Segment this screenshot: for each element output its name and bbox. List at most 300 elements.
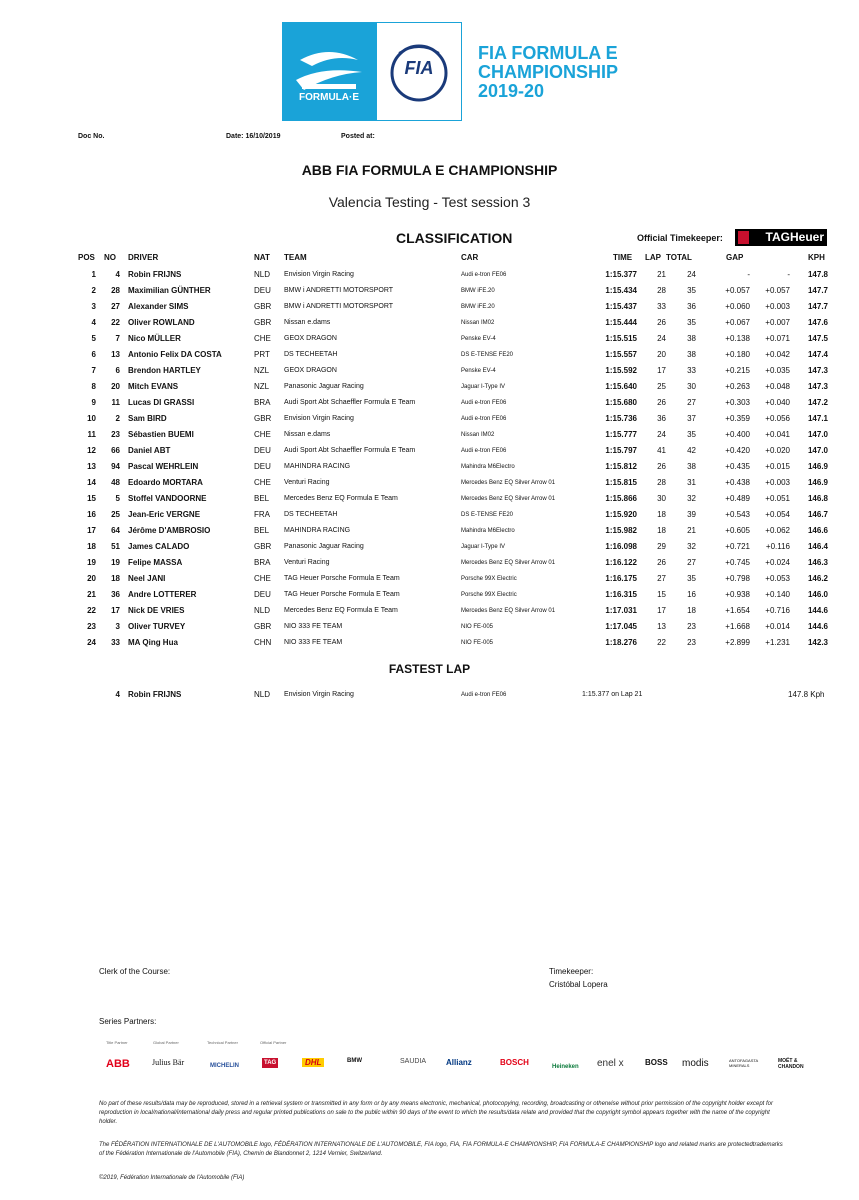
cell-driver: Oliver ROWLAND (128, 318, 195, 327)
cell-driver: Oliver TURVEY (128, 622, 186, 631)
cell-team: GEOX DRAGON (284, 335, 337, 342)
cell-kph: 147.8 (807, 270, 828, 279)
cell-car: Audi e-tron FE06 (461, 272, 507, 278)
cell-lap: 36 (657, 414, 666, 423)
cell-driver: Lucas DI GRASSI (128, 398, 195, 407)
cell-nat: BRA (254, 398, 271, 407)
cell-nat: CHE (254, 478, 271, 487)
cell-nat: CHE (254, 430, 271, 439)
cell-pos: 19 (87, 558, 96, 567)
cell-kph: 144.6 (807, 606, 828, 615)
table-row (0, 604, 859, 620)
cell-kph: 147.7 (807, 286, 828, 295)
col-time: TIME (613, 253, 633, 262)
table-row (0, 572, 859, 588)
cell-pos: 10 (87, 414, 96, 423)
cell-gap: +0.489 (725, 494, 750, 503)
cell-team: BMW i ANDRETTI MOTORSPORT (284, 287, 394, 294)
table-row (0, 476, 859, 492)
cell-gap: +0.057 (725, 286, 750, 295)
table-row (0, 316, 859, 332)
cell-no: 17 (111, 606, 120, 615)
cell-int: +0.003 (765, 478, 790, 487)
saudia-logo: SAUDIA (400, 1058, 427, 1065)
cell-nat: BEL (254, 494, 270, 503)
session-title: Valencia Testing - Test session 3 (328, 194, 531, 210)
cell-no: 20 (111, 382, 120, 391)
cell-pos: 21 (87, 590, 96, 599)
clerk-label: Clerk of the Course: (99, 967, 171, 976)
cell-lap: 28 (657, 478, 666, 487)
table-row (0, 268, 859, 284)
michelin-logo: MICHELIN (210, 1063, 239, 1069)
cell-driver: Antonio Felix DA COSTA (128, 350, 222, 359)
cell-kph: 146.8 (807, 494, 828, 503)
cell-time: 1:15.736 (605, 414, 637, 423)
championship-title-line3: 2019-20 (478, 81, 545, 101)
cell-kph: 147.0 (807, 430, 828, 439)
cell-no: 19 (111, 558, 120, 567)
cell-kph: 147.3 (807, 366, 828, 375)
cell-gap: +0.420 (725, 446, 750, 455)
cell-nat: PRT (254, 350, 270, 359)
cell-time: 1:15.515 (605, 334, 637, 343)
cell-no: 6 (115, 366, 120, 375)
cell-time: 1:16.315 (605, 590, 637, 599)
partner-type-technical: Technical Partner (207, 1040, 238, 1045)
cell-no: 27 (111, 302, 120, 311)
cell-driver: Andre LOTTERER (128, 590, 197, 599)
cell-pos: 20 (87, 574, 96, 583)
cell-nat: FRA (254, 510, 270, 519)
tag-heuer-partner-logo: TAG (264, 1060, 277, 1066)
cell-no: 22 (111, 318, 120, 327)
cell-lap: 26 (657, 462, 666, 471)
cell-pos: 5 (91, 334, 96, 343)
cell-gap: +0.721 (725, 542, 750, 551)
cell-car: Jaguar I-Type IV (461, 544, 506, 550)
cell-car: Audi e-tron FE06 (461, 448, 507, 454)
cell-car: Porsche 99X Electric (461, 576, 517, 582)
cell-pos: 13 (87, 462, 96, 471)
partner-type-official: Official Partner (260, 1040, 287, 1045)
cell-gap: +1.668 (725, 622, 750, 631)
cell-gap: +0.180 (725, 350, 750, 359)
cell-int: +0.716 (765, 606, 790, 615)
cell-team: Audi Sport Abt Schaeffler Formula E Team (284, 399, 416, 406)
cell-driver: Sam BIRD (128, 414, 167, 423)
cell-pos: 8 (91, 382, 96, 391)
table-row (0, 588, 859, 604)
cell-int: +0.057 (765, 286, 790, 295)
fastest-lap-kph: 147.8 Kph (788, 690, 825, 699)
cell-total: 23 (687, 638, 696, 647)
partner-type-title: Title Partner (106, 1040, 128, 1045)
cell-no: 51 (111, 542, 120, 551)
antofagasta-logo: ANTOFAGASTA MINERALS (729, 1058, 758, 1068)
table-row (0, 332, 859, 348)
fastest-lap-time: 1:15.377 on Lap 21 (582, 691, 643, 698)
cell-pos: 3 (91, 302, 96, 311)
cell-int: +0.041 (765, 430, 790, 439)
cell-no: 7 (115, 334, 120, 343)
cell-lap: 29 (657, 542, 666, 551)
championship-title-line2: CHAMPIONSHIP (478, 62, 619, 82)
cell-kph: 146.9 (807, 462, 828, 471)
cell-nat: GBR (254, 318, 272, 327)
cell-lap: 21 (657, 270, 666, 279)
table-row (0, 460, 859, 476)
tag-heuer-logo: TAGHeuer (735, 229, 827, 246)
cell-gap: +0.605 (725, 526, 750, 535)
cell-gap: +0.435 (725, 462, 750, 471)
cell-kph: 146.7 (807, 510, 828, 519)
cell-lap: 26 (657, 558, 666, 567)
cell-driver: Maximilian GÜNTHER (128, 286, 211, 295)
legal-copyright-notice: No part of these results/data may be reproduced, stored in a retrieval system or transmitted in any form or by any means electronic, mechanical, photocopying, recording, broadcasting or otherwise without prior permission of the copyright holder except for reproduction in local/national/international daily press and regular printed publications on sale to the public within 90 days of the event to which the results/data relate and provided that the copyright symbol appears together with the name of the copyright holder. (99, 1101, 773, 1125)
cell-int: +0.007 (765, 318, 790, 327)
cell-car: Porsche 99X Electric (461, 592, 517, 598)
cell-kph: 147.1 (807, 414, 828, 423)
cell-kph: 147.5 (807, 334, 828, 343)
cell-time: 1:15.815 (605, 478, 637, 487)
cell-gap: +0.798 (725, 574, 750, 583)
cell-car: Nissan IM02 (461, 432, 495, 438)
cell-team: GEOX DRAGON (284, 367, 337, 374)
cell-driver: Felipe MASSA (128, 558, 183, 567)
col-team: TEAM (284, 253, 307, 262)
bosch-logo: BOSCH (500, 1058, 529, 1067)
cell-total: 36 (687, 302, 696, 311)
boss-logo: BOSS (645, 1058, 668, 1067)
cell-driver: Stoffel VANDOORNE (128, 494, 207, 503)
table-row (0, 380, 859, 396)
cell-time: 1:15.437 (605, 302, 637, 311)
cell-pos: 16 (87, 510, 96, 519)
cell-time: 1:16.098 (605, 542, 637, 551)
cell-nat: CHE (254, 574, 271, 583)
cell-total: 38 (687, 462, 696, 471)
col-pos: POS (78, 253, 95, 262)
cell-int: +0.140 (765, 590, 790, 599)
cell-total: 21 (687, 526, 696, 535)
cell-int: +0.116 (765, 542, 790, 551)
cell-time: 1:15.557 (605, 350, 637, 359)
modis-logo: modis (682, 1058, 709, 1069)
cell-driver: Alexander SIMS (128, 302, 189, 311)
table-row (0, 396, 859, 412)
cell-int: +0.051 (765, 494, 790, 503)
cell-nat: DEU (254, 446, 271, 455)
table-row (0, 444, 859, 460)
cell-int: +0.062 (765, 526, 790, 535)
cell-team: Envision Virgin Racing (284, 415, 354, 422)
enel-x-logo: enel x (597, 1058, 624, 1069)
cell-team: MAHINDRA RACING (284, 527, 351, 534)
col-lap: LAP (645, 253, 661, 262)
timekeeper-name: Cristóbal Lopera (549, 980, 608, 989)
cell-total: 38 (687, 350, 696, 359)
fastest-lap-driver: Robin FRIJNS (128, 690, 182, 699)
cell-no: 4 (115, 270, 120, 279)
cell-int: +0.048 (765, 382, 790, 391)
cell-time: 1:15.444 (605, 318, 637, 327)
cell-kph: 147.2 (807, 398, 828, 407)
cell-nat: GBR (254, 414, 272, 423)
cell-no: 5 (115, 494, 120, 503)
cell-int: +0.040 (765, 398, 790, 407)
cell-no: 28 (111, 286, 120, 295)
cell-pos: 9 (91, 398, 96, 407)
fastest-lap-title: FASTEST LAP (388, 662, 471, 676)
moet-chandon-logo: MOËT & CHANDON (778, 1058, 804, 1070)
cell-kph: 142.3 (807, 638, 828, 647)
cell-driver: Nico MÜLLER (128, 334, 181, 343)
cell-driver: Jérôme D'AMBROSIO (128, 526, 211, 535)
cell-int: +0.003 (765, 302, 790, 311)
cell-time: 1:15.592 (605, 366, 637, 375)
fastest-lap-nat: NLD (254, 690, 271, 699)
cell-total: 35 (687, 430, 696, 439)
cell-lap: 27 (657, 574, 666, 583)
cell-car: Mahindra M6Electro (461, 464, 515, 470)
cell-kph: 144.6 (807, 622, 828, 631)
table-row (0, 364, 859, 380)
cell-driver: James CALADO (128, 542, 190, 551)
cell-team: Nissan e.dams (284, 431, 331, 438)
cell-total: 35 (687, 318, 696, 327)
championship-title (478, 44, 618, 101)
dhl-logo: DHL (302, 1058, 324, 1067)
julius-baer-logo: Julius Bär (152, 1058, 185, 1067)
cell-driver: Sébastien BUEMI (128, 430, 194, 439)
cell-nat: BEL (254, 526, 270, 535)
cell-pos: 18 (87, 542, 96, 551)
table-row (0, 492, 859, 508)
cell-total: 27 (687, 398, 696, 407)
cell-kph: 147.7 (807, 302, 828, 311)
cell-gap: +0.138 (725, 334, 750, 343)
cell-driver: Jean-Eric VERGNE (128, 510, 201, 519)
cell-gap: +0.060 (725, 302, 750, 311)
cell-driver: Pascal WEHRLEIN (128, 462, 199, 471)
page-title: ABB FIA FORMULA E CHAMPIONSHIP (301, 162, 558, 178)
cell-lap: 18 (657, 526, 666, 535)
cell-lap: 22 (657, 638, 666, 647)
cell-int: +0.015 (765, 462, 790, 471)
cell-car: NIO FE-005 (461, 640, 494, 646)
cell-car: Penske EV-4 (461, 336, 496, 342)
cell-kph: 147.6 (807, 318, 828, 327)
cell-team: DS TECHEETAH (284, 351, 338, 358)
cell-driver: MA Qing Hua (128, 638, 178, 647)
cell-nat: GBR (254, 542, 272, 551)
cell-driver: Edoardo MORTARA (128, 478, 203, 487)
fia-wordmark: FIA (404, 58, 434, 78)
cell-pos: 7 (91, 366, 96, 375)
cell-car: BMW iFE.20 (461, 304, 495, 310)
cell-gap: +2.899 (725, 638, 750, 647)
doc-date: Date: 16/10/2019 (226, 133, 281, 140)
cell-time: 1:15.797 (605, 446, 637, 455)
cell-lap: 17 (657, 606, 666, 615)
cell-int: +0.020 (765, 446, 790, 455)
cell-time: 1:16.175 (605, 574, 637, 583)
formula-e-swoosh-icon (282, 22, 376, 121)
cell-no: 23 (111, 430, 120, 439)
cell-team: NIO 333 FE TEAM (284, 639, 343, 646)
cell-car: Mercedes Benz EQ Silver Arrow 01 (461, 496, 556, 502)
cell-pos: 2 (91, 286, 96, 295)
cell-gap: +0.215 (725, 366, 750, 375)
cell-team: Panasonic Jaguar Racing (284, 543, 364, 550)
cell-nat: DEU (254, 286, 271, 295)
cell-gap: +0.400 (725, 430, 750, 439)
cell-driver: Nick DE VRIES (128, 606, 185, 615)
cell-kph: 147.3 (807, 382, 828, 391)
legal-copyright-line: ©2019, Fédération Internationale de l'Automobile (FIA) (99, 1175, 245, 1181)
cell-no: 33 (111, 638, 120, 647)
col-kph: KPH (808, 253, 825, 262)
cell-lap: 20 (657, 350, 666, 359)
cell-pos: 6 (91, 350, 96, 359)
cell-no: 64 (111, 526, 120, 535)
cell-pos: 14 (87, 478, 96, 487)
cell-kph: 146.6 (807, 526, 828, 535)
cell-total: 32 (687, 494, 696, 503)
cell-nat: DEU (254, 462, 271, 471)
table-row (0, 524, 859, 540)
cell-lap: 24 (657, 334, 666, 343)
cell-time: 1:16.122 (605, 558, 637, 567)
col-nat: NAT (254, 253, 270, 262)
cell-lap: 17 (657, 366, 666, 375)
cell-gap: +1.654 (725, 606, 750, 615)
cell-int: +0.053 (765, 574, 790, 583)
cell-lap: 24 (657, 430, 666, 439)
cell-gap: +0.438 (725, 478, 750, 487)
cell-gap: +0.543 (725, 510, 750, 519)
col-gap: GAP (726, 253, 744, 262)
cell-pos: 1 (91, 270, 96, 279)
legal-trademark-notice: The FÉDÉRATION INTERNATIONALE DE L'AUTOMOBILE logo, FÉDÉRATION INTERNATIONALE DE L'AUTOMOBILE, FIA logo, FIA, FIA FORMULA-E CHAMPIONSHIP, FIA FORMULA-E CHAMPIONSHIP logo and related marks are protectedtrademarks of the Fédération Internationale de l'Automobile (FIA), Chemin de Blandonnet 2, 1214 Vernier, Switzerland. (99, 1142, 783, 1157)
cell-no: 48 (111, 478, 120, 487)
timekeeper-sign-label: Timekeeper: (549, 967, 594, 976)
cell-driver: Brendon HARTLEY (128, 366, 201, 375)
cell-car: Audi e-tron FE06 (461, 416, 507, 422)
table-row (0, 412, 859, 428)
cell-car: Audi e-tron FE06 (461, 400, 507, 406)
cell-total: 35 (687, 286, 696, 295)
cell-lap: 28 (657, 286, 666, 295)
cell-time: 1:17.031 (605, 606, 637, 615)
cell-nat: CHN (254, 638, 272, 647)
cell-team: TAG Heuer Porsche Formula E Team (284, 575, 400, 582)
cell-team: Envision Virgin Racing (284, 271, 354, 278)
cell-team: TAG Heuer Porsche Formula E Team (284, 591, 400, 598)
cell-car: Mercedes Benz EQ Silver Arrow 01 (461, 480, 556, 486)
cell-car: Penske EV-4 (461, 368, 496, 374)
cell-kph: 147.0 (807, 446, 828, 455)
championship-title-line1: FIA FORMULA E (478, 43, 618, 63)
cell-lap: 26 (657, 398, 666, 407)
cell-driver: Daniel ABT (128, 446, 171, 455)
cell-team: Nissan e.dams (284, 319, 331, 326)
cell-int: +0.071 (765, 334, 790, 343)
heineken-logo: Heineken (552, 1064, 579, 1070)
table-row (0, 300, 859, 316)
cell-car: DS E-TENSE FE20 (461, 352, 514, 358)
cell-team: Panasonic Jaguar Racing (284, 383, 364, 390)
cell-no: 66 (111, 446, 120, 455)
cell-time: 1:15.777 (605, 430, 637, 439)
cell-total: 24 (687, 270, 696, 279)
cell-int: - (787, 270, 790, 279)
cell-driver: Robin FRIJNS (128, 270, 182, 279)
cell-nat: BRA (254, 558, 271, 567)
cell-gap: +0.303 (725, 398, 750, 407)
cell-nat: NZL (254, 382, 270, 391)
cell-time: 1:15.377 (605, 270, 637, 279)
cell-pos: 4 (91, 318, 96, 327)
cell-lap: 18 (657, 510, 666, 519)
cell-total: 37 (687, 414, 696, 423)
cell-total: 32 (687, 542, 696, 551)
cell-team: DS TECHEETAH (284, 511, 338, 518)
table-row (0, 620, 859, 636)
cell-no: 94 (111, 462, 120, 471)
cell-int: +0.054 (765, 510, 790, 519)
cell-total: 31 (687, 478, 696, 487)
formula-e-logo (282, 22, 376, 121)
cell-pos: 24 (87, 638, 96, 647)
cell-total: 23 (687, 622, 696, 631)
cell-team: NIO 333 FE TEAM (284, 623, 343, 630)
cell-lap: 26 (657, 318, 666, 327)
cell-no: 36 (111, 590, 120, 599)
cell-kph: 147.4 (807, 350, 828, 359)
cell-time: 1:15.434 (605, 286, 637, 295)
cell-driver: Neel JANI (128, 574, 166, 583)
posted-at: Posted at: (341, 133, 375, 140)
cell-nat: DEU (254, 590, 271, 599)
cell-pos: 17 (87, 526, 96, 535)
cell-kph: 146.9 (807, 478, 828, 487)
cell-no: 3 (115, 622, 120, 631)
cell-no: 11 (111, 398, 120, 407)
formula-e-wordmark: FORMULA·E (299, 92, 359, 103)
cell-lap: 41 (657, 446, 666, 455)
cell-kph: 146.2 (807, 574, 828, 583)
cell-pos: 11 (87, 430, 96, 439)
cell-car: Mercedes Benz EQ Silver Arrow 01 (461, 608, 556, 614)
cell-car: DS E-TENSE FE20 (461, 512, 514, 518)
cell-total: 39 (687, 510, 696, 519)
cell-nat: NLD (254, 606, 271, 615)
cell-total: 18 (687, 606, 696, 615)
cell-time: 1:15.640 (605, 382, 637, 391)
bmw-logo: BMW (347, 1058, 362, 1064)
cell-nat: GBR (254, 622, 272, 631)
cell-gap: +0.745 (725, 558, 750, 567)
cell-no: 2 (115, 414, 120, 423)
col-no: NO (104, 253, 116, 262)
fastest-lap-car: Audi e-tron FE06 (461, 692, 507, 698)
official-timekeeper-label: Official Timekeeper: (637, 233, 723, 243)
cell-time: 1:18.276 (605, 638, 637, 647)
partner-type-global: Global Partner (153, 1040, 179, 1045)
cell-no: 25 (111, 510, 120, 519)
